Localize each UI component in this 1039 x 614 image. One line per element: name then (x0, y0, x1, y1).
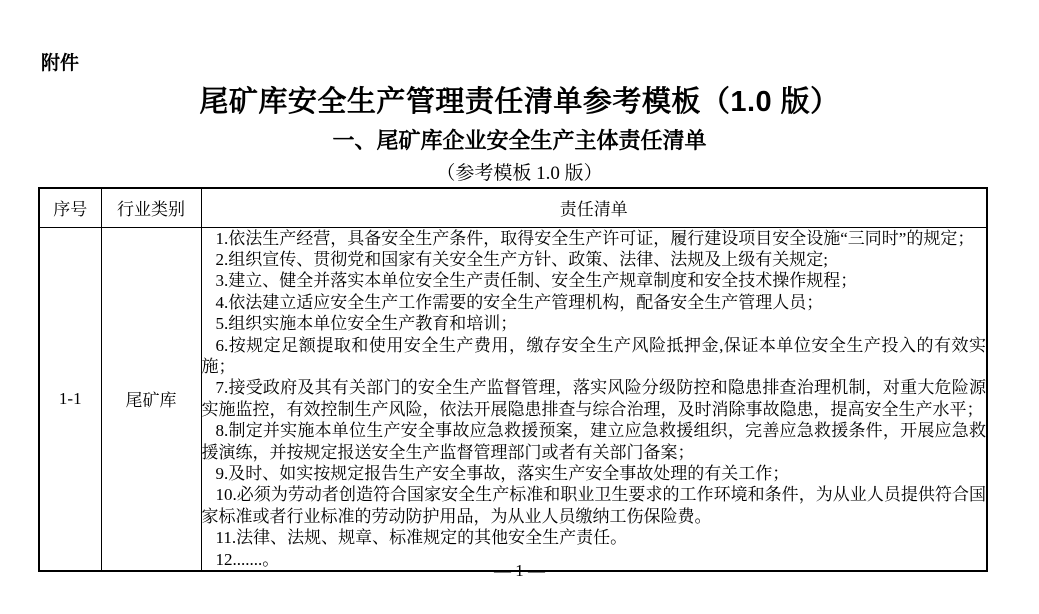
header-serial-number: 序号 (39, 188, 101, 227)
table-row (39, 227, 987, 571)
header-industry-category: 行业类别 (101, 188, 201, 227)
responsibility-table (38, 187, 988, 572)
header-responsibility-list: 责任清单 (201, 188, 987, 227)
duty-item: 8.制定并实施本单位生产安全事故应急救援预案，建立应急救援组织，完善应急救援条件，开展应急救援演练，并按规定报送安全生产监督管理部门或者有关部门备案； (201, 421, 986, 462)
duty-item: 11.法律、法规、规章、标准规定的其他安全生产责任。 (215, 528, 628, 548)
duty-item: 5.组织实施本单位安全生产教育和培训； (215, 314, 518, 334)
document-title: 尾矿库安全生产管理责任清单参考模板（1.0 版） (199, 86, 840, 118)
section-title: 一、尾矿库企业安全生产主体责任清单 (332, 128, 707, 153)
version-note: （参考模板 1.0 版） (436, 163, 603, 184)
industry-category-cell: 尾矿库 (101, 227, 201, 571)
duty-item: 3.建立、健全并落实本单位安全生产责任制、安全生产规章制度和安全技术操作规程； (215, 271, 858, 291)
page-number: — 1 — (494, 561, 545, 580)
serial-number-cell: 1-1 (39, 227, 101, 571)
duty-item: 2.组织宣传、贯彻党和国家有关安全生产方针、政策、法律、法规及上级有关规定; (215, 249, 828, 269)
attachment-label: 附件 (41, 53, 80, 74)
duty-item: 10.必须为劳动者创造符合国家安全生产标准和职业卫生要求的工作环境和条件，为从业人员提供符合国家标准或者行业标准的劳动防护用品，为从业人员缴纳工伤保险费。 (201, 485, 986, 526)
duty-item: 12.......。 (215, 549, 280, 569)
duty-item: 9.及时、如实按规定报告生产安全事故，落实生产安全事故处理的有关工作； (215, 463, 790, 483)
table-header-row (39, 188, 987, 227)
duty-item: 6.按规定足额提取和使用安全生产费用，缴存安全生产风险抵押金,保证本单位安全生产投入的有效实施； (201, 335, 986, 376)
responsibility-list-cell (201, 227, 987, 571)
duty-item: 7.接受政府及其有关部门的安全生产监督管理，落实风险分级防控和隐患排查治理机制，对重大危险源实施监控，有效控制生产风险，依法开展隐患排查与综合治理，及时消除事故隐患，提高安全生产水平； (201, 378, 986, 419)
duty-item: 4.依法建立适应安全生产工作需要的安全生产管理机构，配备安全生产管理人员； (215, 292, 824, 312)
duty-item: 1.依法生产经营，具备安全生产条件，取得安全生产许可证，履行建设项目安全设施“三同时”的规定； (215, 228, 975, 248)
